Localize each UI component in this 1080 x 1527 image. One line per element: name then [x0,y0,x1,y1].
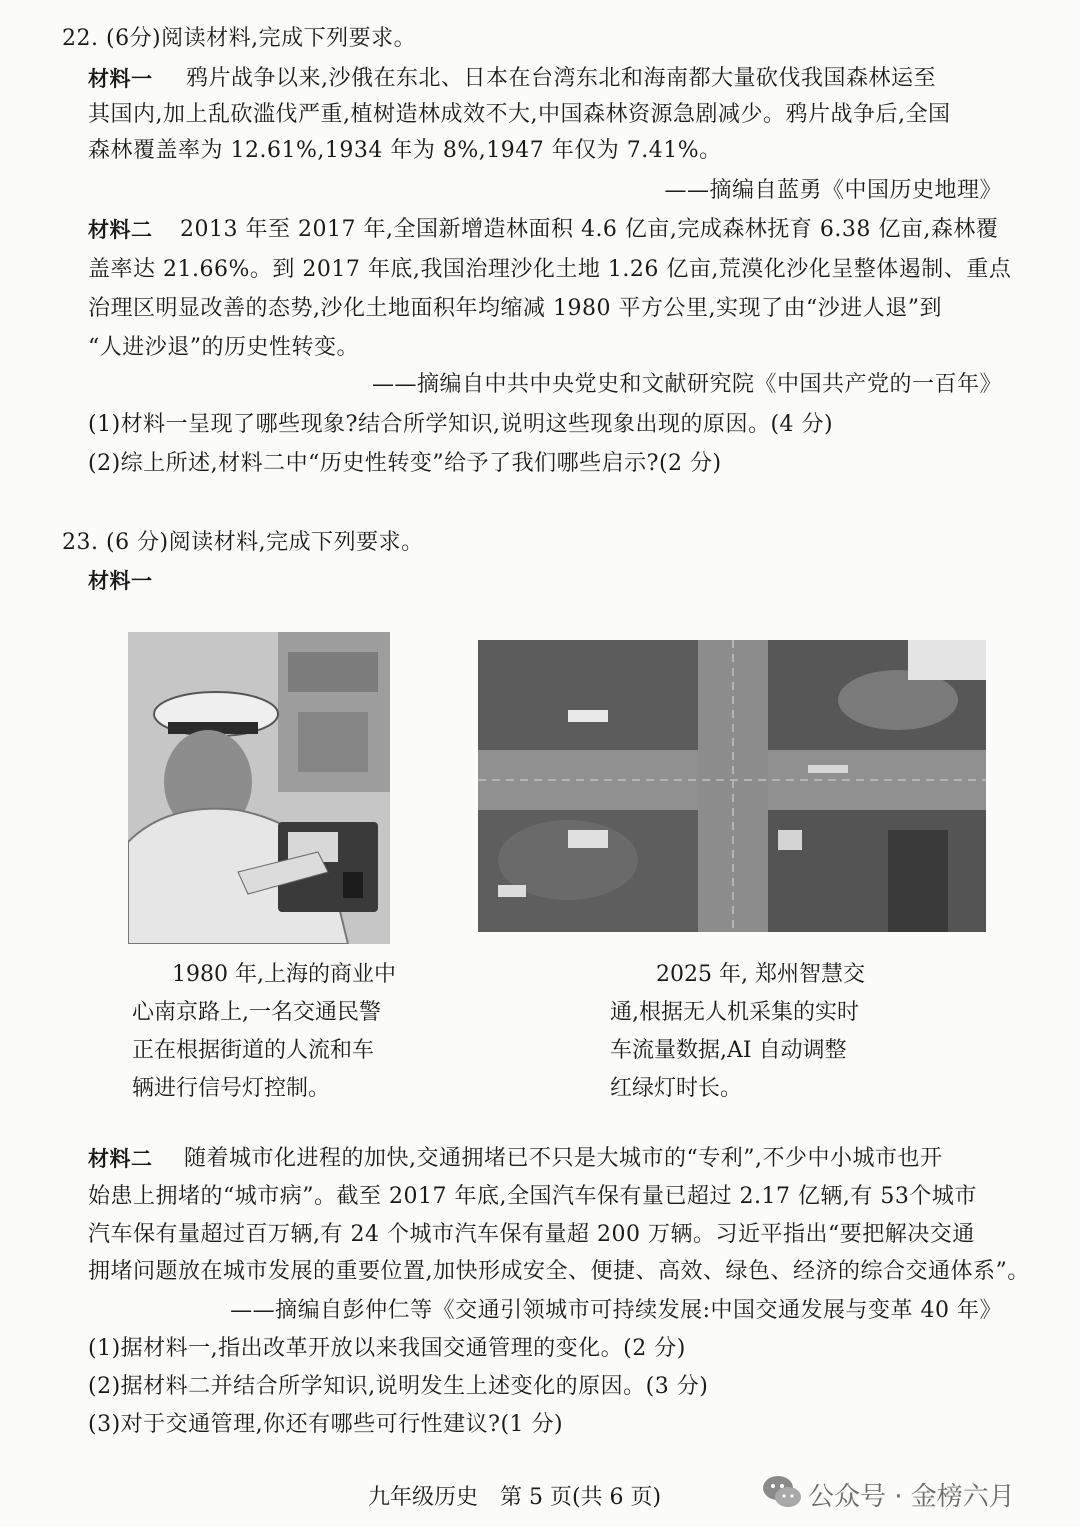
q22-material1-line3: 森林覆盖率为 12.61%,1934 年为 8%,1947 年仅为 7.41%。 [88,138,722,163]
q23-question2: (2)据材料二并结合所学知识,说明发生上述变化的原因。(3 分) [88,1374,709,1399]
photo-right-caption-line2: 通,根据无人机采集的实时 [610,1000,859,1025]
wechat-icon [760,1470,804,1514]
q22-material2-line1: 2013 年至 2017 年,全国新增造林面积 4.6 亿亩,完成森林抚育 6.38 亿亩,森林覆 [180,217,999,242]
q23-material1-label: 材料一 [88,569,153,593]
photo-right-caption-line4: 红绿灯时长。 [610,1076,743,1101]
aerial-intersection-illustration [478,640,986,932]
watermark-text: 公众号 · 金榜六月 [808,1482,1015,1512]
q23-question3: (3)对于交通管理,你还有哪些可行性建议?(1 分) [88,1412,564,1437]
q23-material2-line2: 始患上拥堵的“城市病”。截至 2017 年底,全国汽车保有量已超过 2.17 亿辆,有 53个城市 [88,1184,977,1209]
q23-material2-line1: 随着城市化进程的加快,交通拥堵已不只是大城市的“专利”,不少中小城市也开 [184,1146,943,1171]
q23-header: 23. (6 分)阅读材料,完成下列要求。 [62,530,424,555]
traffic-police-illustration [128,632,390,944]
q22-material2-source: ——摘编自中共中央党史和文献研究院《中国共产党的一百年》 [371,372,1002,397]
q22-header: 22. (6分)阅读材料,完成下列要求。 [62,26,417,51]
q22-material1-line1: 鸦片战争以来,沙俄在东北、日本在台湾东北和海南都大量砍伐我国森林运至 [186,66,936,91]
q23-question1: (1)据材料一,指出改革开放以来我国交通管理的变化。(2 分) [88,1336,686,1361]
photo-left-caption-line2: 心南京路上,一名交通民警 [132,1000,381,1025]
q23-material2-source: ——摘编自彭仲仁等《交通引领城市可持续发展:中国交通发展与变革 40 年》 [230,1298,1002,1323]
photo-right-caption-line3: 车流量数据,AI 自动调整 [610,1038,847,1063]
q22-material2-line4: “人进沙退”的历史性转变。 [88,335,359,360]
q23-material2-line3: 汽车保有量超过百万辆,有 24 个城市汽车保有量超 200 万辆。习近平指出“要把解决交通 [88,1222,975,1247]
q22-material2-line3: 治理区明显改善的态势,沙化土地面积年均缩减 1980 平方公里,实现了由“沙进人退”到 [88,296,942,321]
q23-material2-line4: 拥堵问题放在城市发展的重要位置,加快形成安全、便捷、高效、绿色、经济的综合交通体系”。 [88,1259,1030,1284]
photo-left-caption [132,956,422,1108]
traffic-police-photo [128,632,390,944]
photo-right-caption [610,956,910,1108]
page-footer: 九年级历史 第 5 页(共 6 页) [368,1485,662,1510]
q23-material2-label: 材料二 [88,1147,153,1171]
q22-material1-line2: 其国内,加上乱砍滥伐严重,植树造林成效不大,中国森林资源急剧减少。鸦片战争后,全国 [88,102,951,127]
aerial-intersection-photo [478,640,986,932]
q22-material1-label: 材料一 [88,67,153,91]
q22-material2-line2: 盖率达 21.66%。到 2017 年底,我国治理沙化土地 1.26 亿亩,荒漠化沙化呈整体遏制、重点 [88,257,1012,282]
photo-left-caption-line4: 辆进行信号灯控制。 [132,1076,331,1101]
photo-right-caption-line1: 2025 年, 郑州智慧交 [656,962,865,987]
photo-left-caption-line3: 正在根据街道的人流和车 [132,1038,375,1063]
q22-material1-source: ——摘编自蓝勇《中国历史地理》 [664,178,1002,203]
q22-material2-label: 材料二 [88,218,153,242]
photo-left-caption-line1: 1980 年,上海的商业中 [172,962,396,987]
q22-question2: (2)综上所述,材料二中“历史性转变”给予了我们哪些启示?(2 分) [88,451,722,476]
q22-question1: (1)材料一呈现了哪些现象?结合所学知识,说明这些现象出现的原因。(4 分) [88,412,834,437]
